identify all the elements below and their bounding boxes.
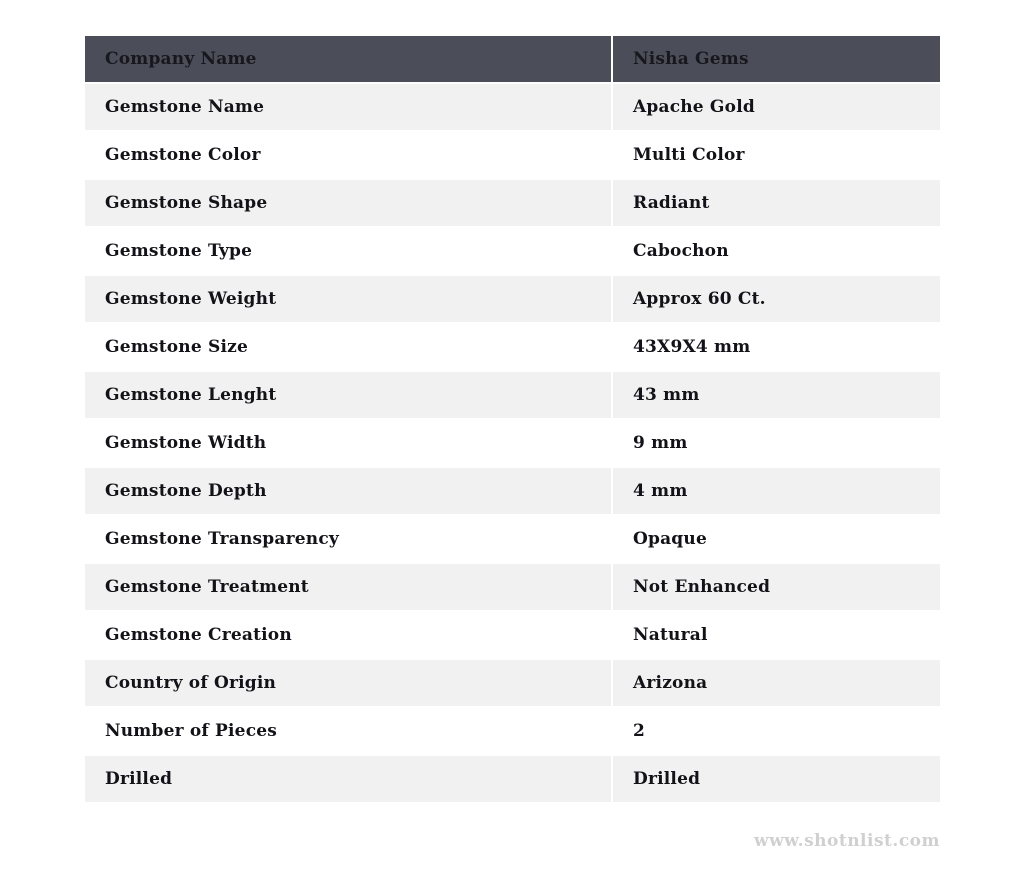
- row-label: Gemstone Lenght: [85, 372, 611, 418]
- row-label: Gemstone Width: [85, 420, 611, 466]
- row-value: Approx 60 Ct.: [613, 276, 940, 322]
- table-row: [85, 468, 940, 514]
- row-label: Gemstone Treatment: [85, 564, 611, 610]
- row-label: Gemstone Transparency: [85, 516, 611, 562]
- table-row: [85, 756, 940, 802]
- table-row: [85, 276, 940, 322]
- table-row: [85, 132, 940, 178]
- table-row: [85, 708, 940, 754]
- row-label: Country of Origin: [85, 660, 611, 706]
- row-label: Gemstone Size: [85, 324, 611, 370]
- table-header-row: [85, 36, 940, 82]
- table-row: [85, 420, 940, 466]
- row-value: Apache Gold: [613, 84, 940, 130]
- table-row: [85, 84, 940, 130]
- row-value: Radiant: [613, 180, 940, 226]
- table-row: [85, 372, 940, 418]
- row-value: 2: [613, 708, 940, 754]
- row-label: Gemstone Type: [85, 228, 611, 274]
- row-value: Opaque: [613, 516, 940, 562]
- table-row: [85, 180, 940, 226]
- row-label: Gemstone Depth: [85, 468, 611, 514]
- row-value: 9 mm: [613, 420, 940, 466]
- header-label-cell: Company Name: [85, 36, 611, 82]
- row-label: Number of Pieces: [85, 708, 611, 754]
- table-row: [85, 228, 940, 274]
- row-label: Gemstone Name: [85, 84, 611, 130]
- row-value: 4 mm: [613, 468, 940, 514]
- row-value: 43 mm: [613, 372, 940, 418]
- table-row: [85, 324, 940, 370]
- row-label: Gemstone Creation: [85, 612, 611, 658]
- row-value: 43X9X4 mm: [613, 324, 940, 370]
- row-value: Natural: [613, 612, 940, 658]
- table-row: [85, 612, 940, 658]
- row-value: Not Enhanced: [613, 564, 940, 610]
- row-value: Drilled: [613, 756, 940, 802]
- row-label: Gemstone Shape: [85, 180, 611, 226]
- table-row: [85, 564, 940, 610]
- watermark-text: www.shotnlist.com: [753, 831, 940, 851]
- row-value: Multi Color: [613, 132, 940, 178]
- row-label: Gemstone Color: [85, 132, 611, 178]
- header-value-cell: Nisha Gems: [613, 36, 940, 82]
- table-row: [85, 660, 940, 706]
- gemstone-details-table: [83, 34, 942, 804]
- row-value: Cabochon: [613, 228, 940, 274]
- row-label: Drilled: [85, 756, 611, 802]
- table-row: [85, 516, 940, 562]
- row-label: Gemstone Weight: [85, 276, 611, 322]
- row-value: Arizona: [613, 660, 940, 706]
